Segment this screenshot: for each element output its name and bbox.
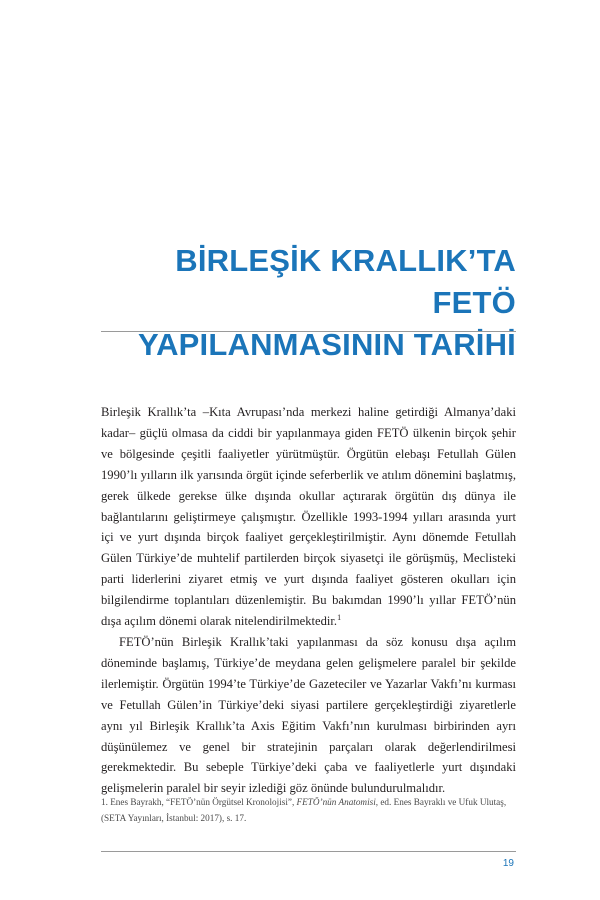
footnote-1-prefix: 1. Enes Bayrakh, “FETÖ’nün Örgütsel Kronolojisi”, xyxy=(101,797,297,807)
chapter-title-line-1: BİRLEŞİK KRALLIK’TA FETÖ xyxy=(175,243,516,320)
title-divider xyxy=(101,331,516,332)
footer-divider xyxy=(101,851,516,852)
footnote-1-suffix: , ed. Enes Bayraklı ve Ufuk Ulutaş, (SETA Yayınları, İstanbul: 2017), s. 17. xyxy=(101,797,507,823)
footnote-1 xyxy=(101,794,516,826)
body-text xyxy=(101,402,516,799)
footnote-reference: 1 xyxy=(337,612,342,622)
footnote-1-italic-title: FETÖ’nün Anatomisi xyxy=(296,797,376,807)
page-number: 19 xyxy=(502,858,514,869)
paragraph-2: FETÖ’nün Birleşik Krallık’taki yapılanması da söz konusu dışa açılım döneminde başlamış, Türkiye’de meydana gelen gelişmelere paralel bir şekilde ilerlemiştir. Örgütün 1994’te Türkiye’de Gazeteciler ve Yazarlar Vakfı’nı kurması ve Fetullah Gülen’in Türkiye’deki siyasi partilere gerçekleştirdiği ziyaretlerle aynı yıl Birleşik Krallık’ta Axis Eğitim Vakfı’nın kurulması birbirinden ayrı düşünülemez ve genel bir stratejinin parçaları olarak değerlendirilmesi gerekmektedir. Bu sebeple Türkiye’deki çaba ve faaliyetlerle yurt dışındaki gelişmelerin paralel bir seyir izlediği göz önünde bulundurulmalıdır. xyxy=(101,634,516,796)
chapter-title-line-2: YAPILANMASININ TARİHİ xyxy=(138,327,516,362)
chapter-title xyxy=(110,240,516,366)
paragraph-1 xyxy=(101,402,516,632)
paragraph-1-text: Birleşik Krallık’ta –Kıta Avrupası’nda merkezi haline getirdiği Almanya’daki kadar– güçlü olmasa da ciddi bir yapılanmaya giden FETÖ ülkenin birçok şehir ve bölgesinde çeşitli faaliyetler yürütmüştür. Örgütün elebaşı Fetullah Gülen 1990’lı yılların ilk yarısında örgüt içinde seferberlik ve atılım dönemini başlatmış, gerek ülkede gerekse ülke dışında okullar açtırarak örgütün dış dünya ile bağlantılarını geliştirmeye çalışmıştır. Özellikle 1993-1994 yılları arasında yurt içi ve yurt dışında birçok faaliyet gerçekleştirilmiştir. Aynı dönemde Fetullah Gülen Türkiye’de muhtelif partilerden birçok siyasetçi ile görüşmüş, Meclisteki parti liderlerini ziyaret etmiş ve yurt dışında faaliyet gösteren okulları için bilgilendirme toplantıları düzenlemiştir. Bu bakımdan 1990’lı yıllar FETÖ’nün dışa açılım dönemi olarak nitelendirilmektedir. xyxy=(101,405,516,629)
